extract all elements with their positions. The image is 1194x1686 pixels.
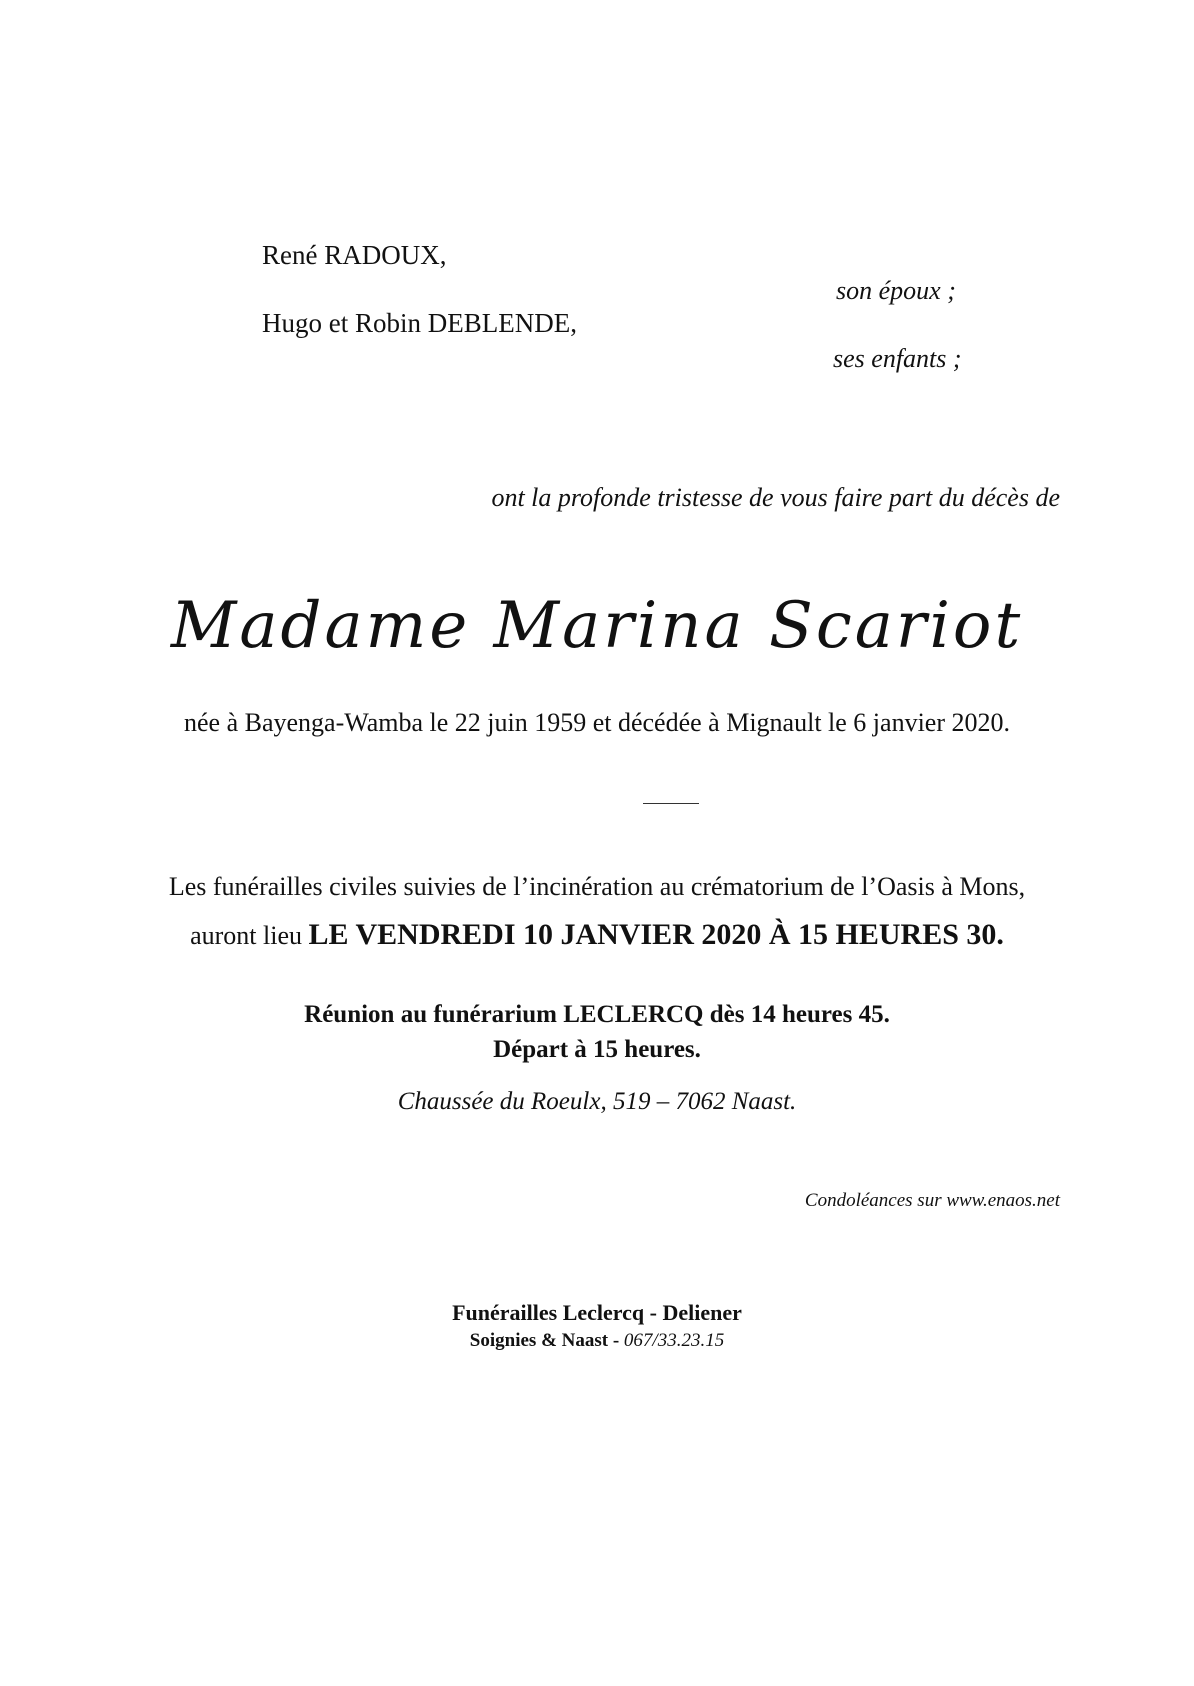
funeral-date-prefix: auront lieu [190, 921, 309, 950]
company-contact [0, 1330, 1194, 1352]
announcement-intro: ont la profonde tristesse de vous faire part du décès de [491, 483, 1060, 512]
condolences-note: Condoléances sur www.enaos.net [804, 1190, 1060, 1211]
funeral-details: Les funérailles civiles suivies de l’incinération au crématorium de l’Oasis à Mons, [168, 872, 1026, 901]
funeral-date-emphasis: LE VENDREDI 10 JANVIER 2020 À 15 HEURES 30. [308, 918, 1004, 951]
relation-1: son époux ; [836, 276, 956, 305]
departure-time: Départ à 15 heures. [493, 1036, 701, 1063]
divider [643, 803, 699, 804]
funeral-date [0, 918, 1194, 952]
family-name-2: Hugo et Robin DEBLENDE, [262, 308, 577, 338]
meeting-time: Réunion au funérarium LECLERCQ dès 14 heures 45. [304, 1001, 890, 1028]
relation-2: ses enfants ; [833, 344, 962, 373]
company-name: Funérailles Leclercq - Deliener [452, 1300, 742, 1325]
family-name-1: René RADOUX, [262, 240, 447, 270]
funeral-home-address: Chaussée du Roeulx, 519 – 7062 Naast. [397, 1088, 797, 1115]
company-locations: Soignies & Naast - [469, 1330, 624, 1351]
birth-death-dates: née à Bayenga-Wamba le 22 juin 1959 et décédée à Mignault le 6 janvier 2020. [184, 708, 1010, 737]
deceased-name: Madame Marina Scariot [170, 589, 1024, 663]
company-phone: 067/33.23.15 [623, 1330, 725, 1351]
